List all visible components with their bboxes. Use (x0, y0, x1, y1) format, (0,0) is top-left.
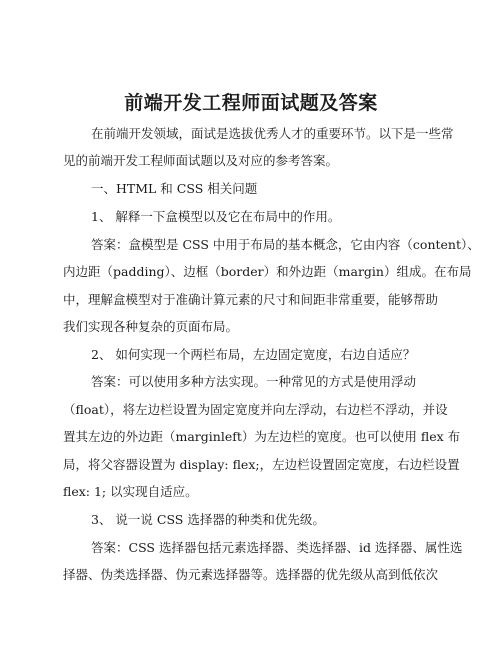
section-heading: 一、HTML 和 CSS 相关问题 (91, 181, 258, 196)
intro-line-2: 见的前端开发工程师面试题以及对应的参考答案。 (63, 153, 339, 168)
question-1: 1、 解释一下盒模型以及它在布局中的作用。 (91, 209, 341, 224)
answer-3-line-1: 答案：CSS 选择器包括元素选择器、类选择器、id 选择器、属性选 (91, 540, 463, 555)
answer-2-line-4: 局，将父容器设置为 display: flex;，左边栏设置固定宽度，右边栏设置 (63, 457, 460, 472)
answer-2-line-3: 置其左边的外边距（marginleft）为左边栏的宽度。也可以使用 flex 布 (63, 429, 461, 444)
intro-line-1: 在前端开发领域，面试是选拔优秀人才的重要环节。以下是一些常 (91, 126, 454, 141)
answer-1-line-3: 中，理解盒模型对于准确计算元素的尺寸和间距非常重要，能够帮助 (63, 292, 439, 307)
answer-2-line-2: （float），将左边栏设置为固定宽度并向左浮动，右边栏不浮动，并设 (63, 402, 448, 417)
document-title: 前端开发工程师面试题及答案 (124, 92, 378, 114)
question-3: 3、 说一说 CSS 选择器的种类和优先级。 (91, 512, 325, 527)
question-2: 2、 如何实现一个两栏布局，左边固定宽度，右边自适应？ (91, 347, 416, 362)
answer-1-line-2: 内边距（padding）、边框（border）和外边距（margin）组成。在布局 (63, 264, 472, 279)
answer-1-line-4: 我们实现各种复杂的页面布局。 (63, 319, 239, 334)
answer-1-line-1: 答案：盒模型是 CSS 中用于布局的基本概念，它由内容（content）、 (91, 237, 480, 252)
answer-2-line-1: 答案：可以使用多种方法实现。一种常见的方式是使用浮动 (91, 374, 417, 389)
answer-3-line-2: 择器、伪类选择器、伪元素选择器等。选择器的优先级从高到低依次 (63, 567, 439, 582)
answer-2-line-5: flex: 1; 以实现自适应。 (63, 484, 198, 499)
